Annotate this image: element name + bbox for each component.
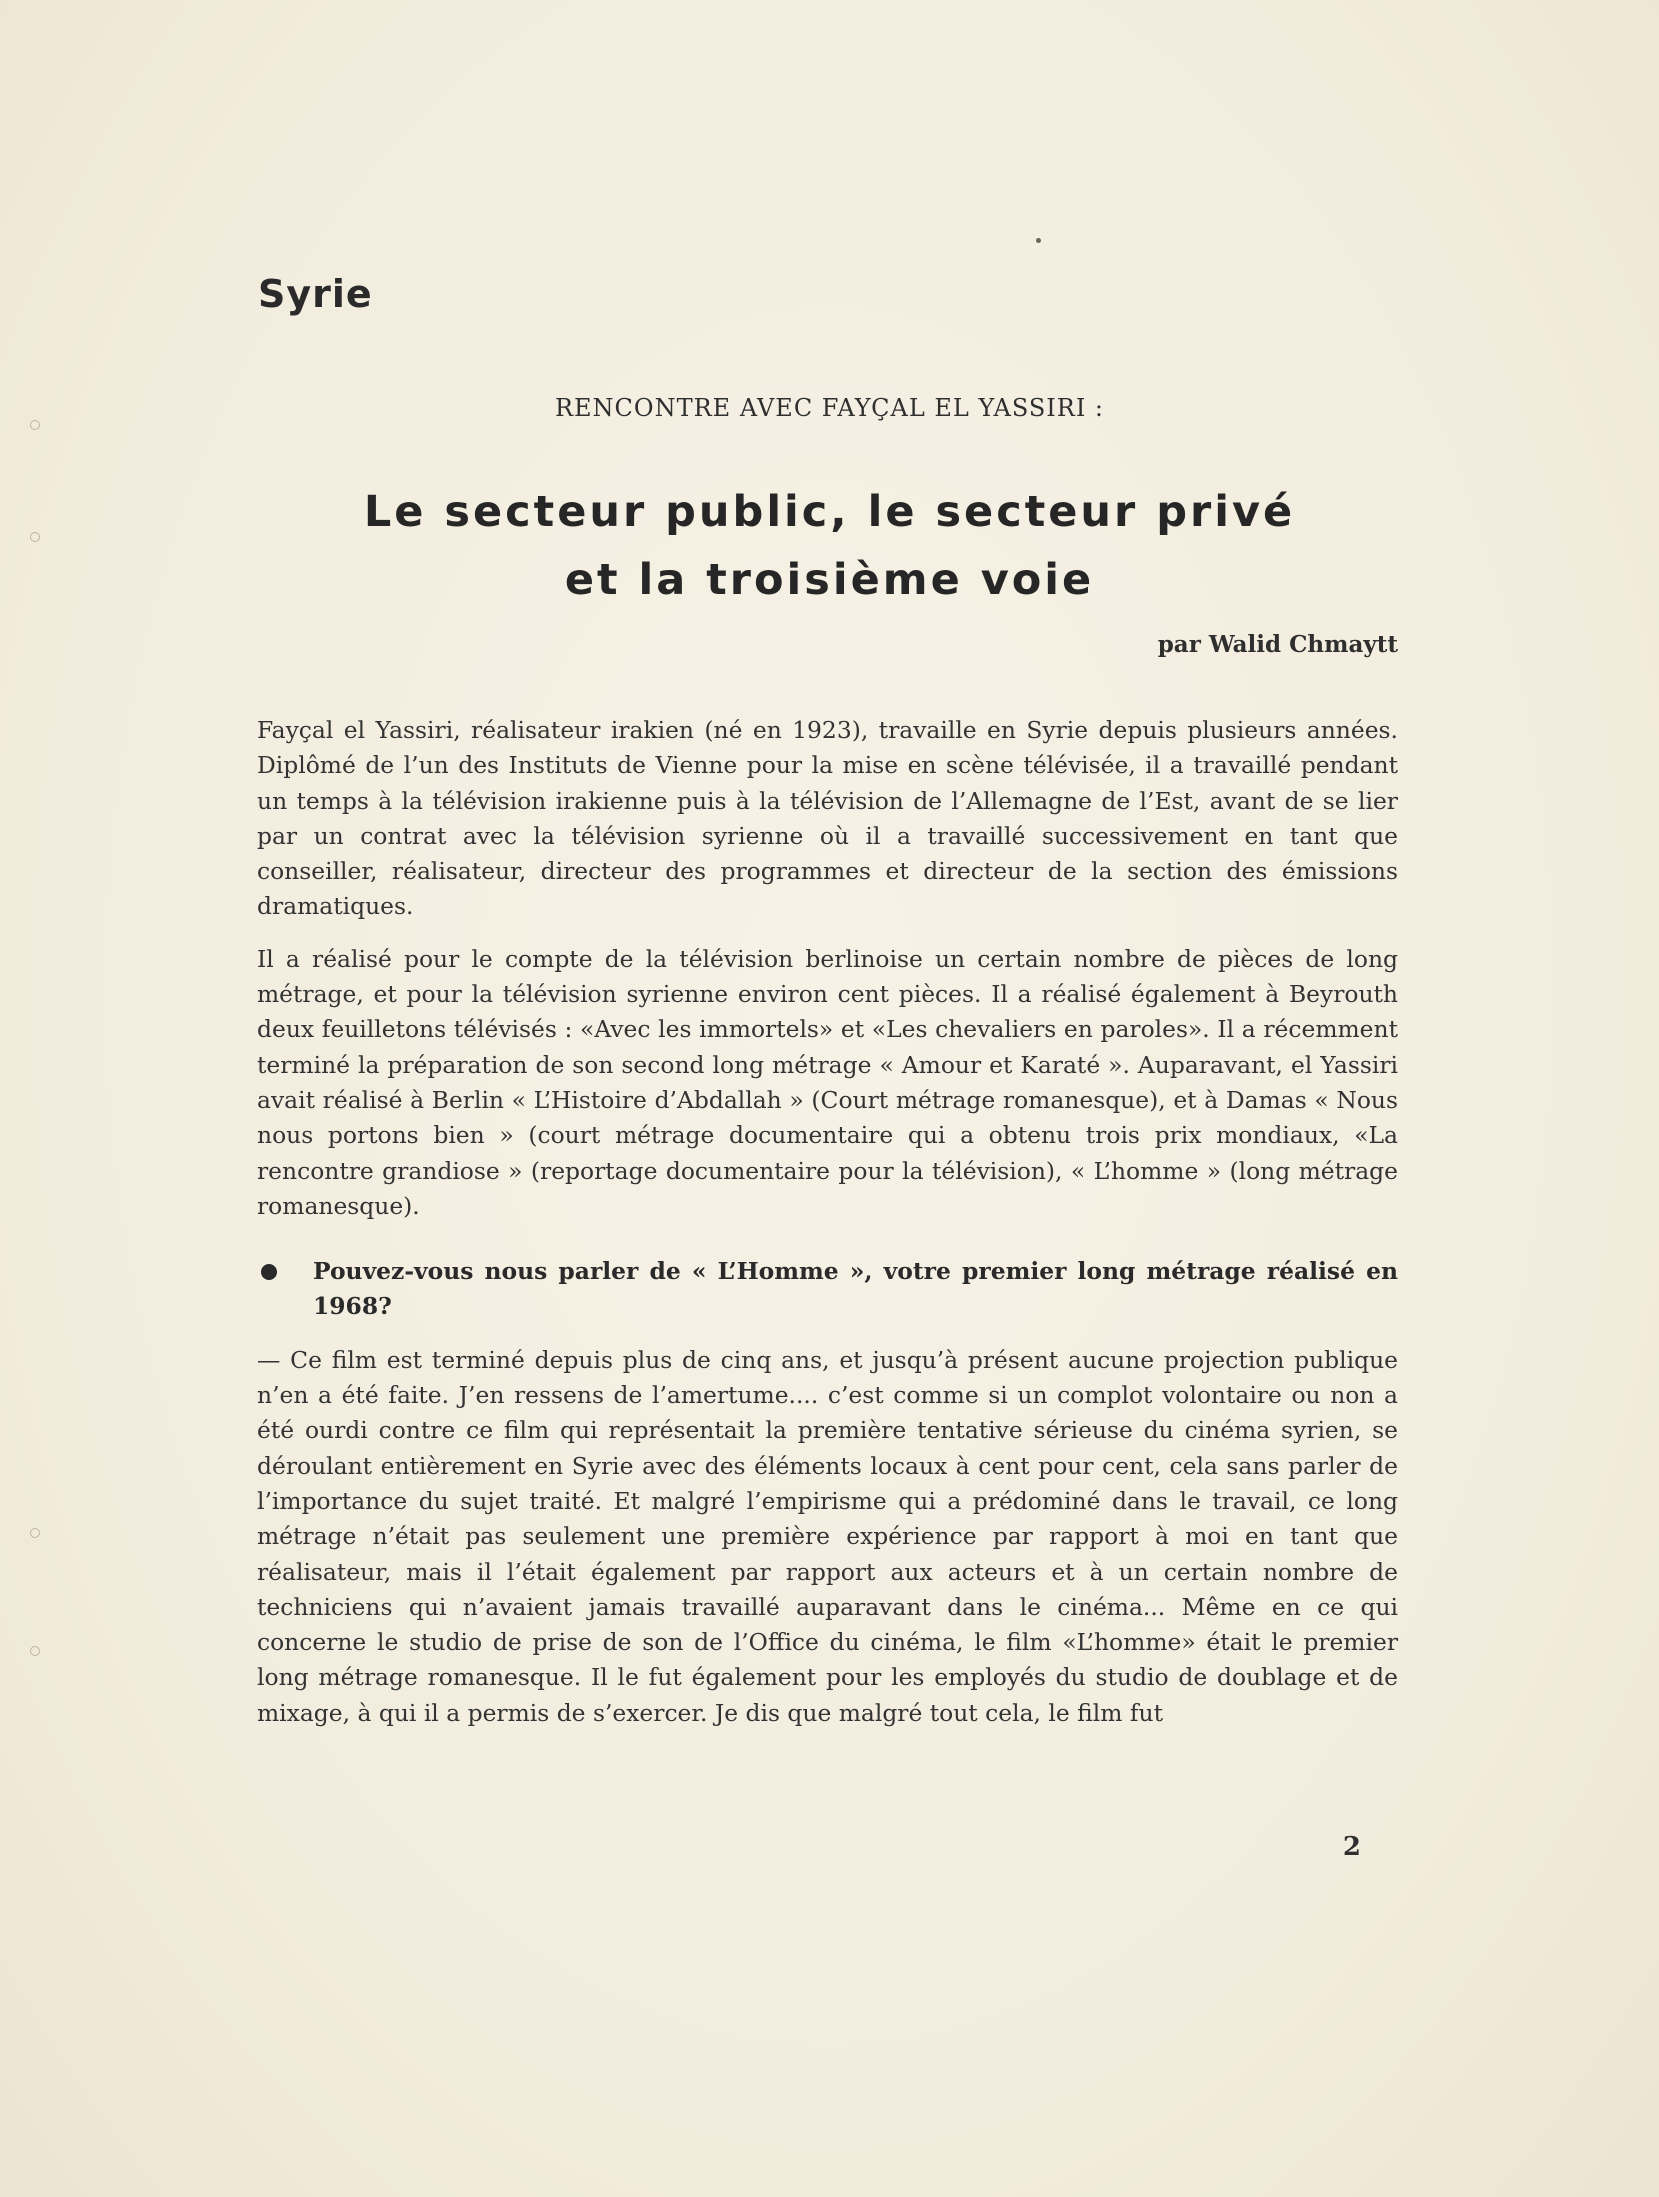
bullet-icon [261, 1264, 277, 1280]
headline-line-2: et la troisième voie [564, 555, 1095, 605]
filmography-paragraph: Il a réalisé pour le compte de la télévision berlinoise un certain nombre de pièces de long métrage, et pour la télévision syrienne environ cent pièces. Il a réalisé également à Beyrouth deux feuilletons télévisés : «Avec les immortels» et «Les chevaliers en paroles». Il a récemment terminé la préparation de son second long métrage « Amour et Karaté ». Auparavant, el Yassiri avait réalisé à Berlin « L’Histoire d’Abdallah » (Court métrage romanesque), et à Damas « Nous nous portons bien » (court métrage documentaire qui a obtenu trois prix mondiaux, «La rencontre grandiose » (reportage documentaire pour la télévision), « L’homme » (long métrage romanesque). [257, 944, 1398, 1220]
paper-edge-mark [30, 1646, 40, 1656]
intro-paragraph: Fayçal el Yassiri, réalisateur irakien (né en 1923), travaille en Syrie depuis plusieurs années. Diplômé de l’un des Instituts de Vienne pour la mise en scène télévisée, il a travaillé pendant un temps à la télévision irakienne puis à la télévision de l’Allemagne de l’Est, avant de se lier par un contrat avec la télévision syrienne où il a travaillé successivement en tant que conseiller, réalisateur, directeur des programmes et directeur de la section des émissions dramatiques. [257, 716, 1398, 921]
byline: par Walid Chmaytt [1157, 631, 1398, 658]
section-label: Syrie [258, 272, 373, 316]
paper-speck [1036, 238, 1041, 243]
article-headline [0, 478, 1659, 614]
page-number: 2 [1342, 1832, 1361, 1862]
question-text: Pouvez-vous nous parler de « L’Homme », votre premier long métrage réalisé en 1968? [313, 1257, 1398, 1321]
interview-question [257, 1254, 1398, 1325]
article-kicker: RENCONTRE AVEC FAYÇAL EL YASSIRI : [554, 394, 1105, 422]
paper-edge-mark [30, 1528, 40, 1538]
answer-paragraph: — Ce film est terminé depuis plus de cinq ans, et jusqu’à présent aucune projection publique n’en a été faite. J’en ressens de l’amertume.... c’est comme si un complot volontaire ou non a été ourdi contre ce film qui représentait la première tentative sérieuse du cinéma syrien, se déroulant entièrement en Syrie avec des éléments locaux à cent pour cent, cela sans parler de l’importance du sujet traité. Et malgré l’empirisme qui a prédominé dans le travail, ce long métrage n’était pas seulement une première expérience par rapport à moi en tant que réalisateur, mais il l’était également par rapport aux acteurs et à un certain nombre de techniciens qui n’avaient jamais travaillé auparavant dans le cinéma... Même en ce qui concerne le studio de prise de son de l’Office du cinéma, le film «L’homme» était le premier long métrage romanesque. Il le fut également pour les employés du studio de doublage et de mixage, à qui il a permis de s’exercer. Je dis que malgré tout cela, le film fut [257, 1345, 1398, 1727]
article-body [257, 713, 1398, 1748]
headline-line-1: Le secteur public, le secteur privé [363, 487, 1296, 537]
